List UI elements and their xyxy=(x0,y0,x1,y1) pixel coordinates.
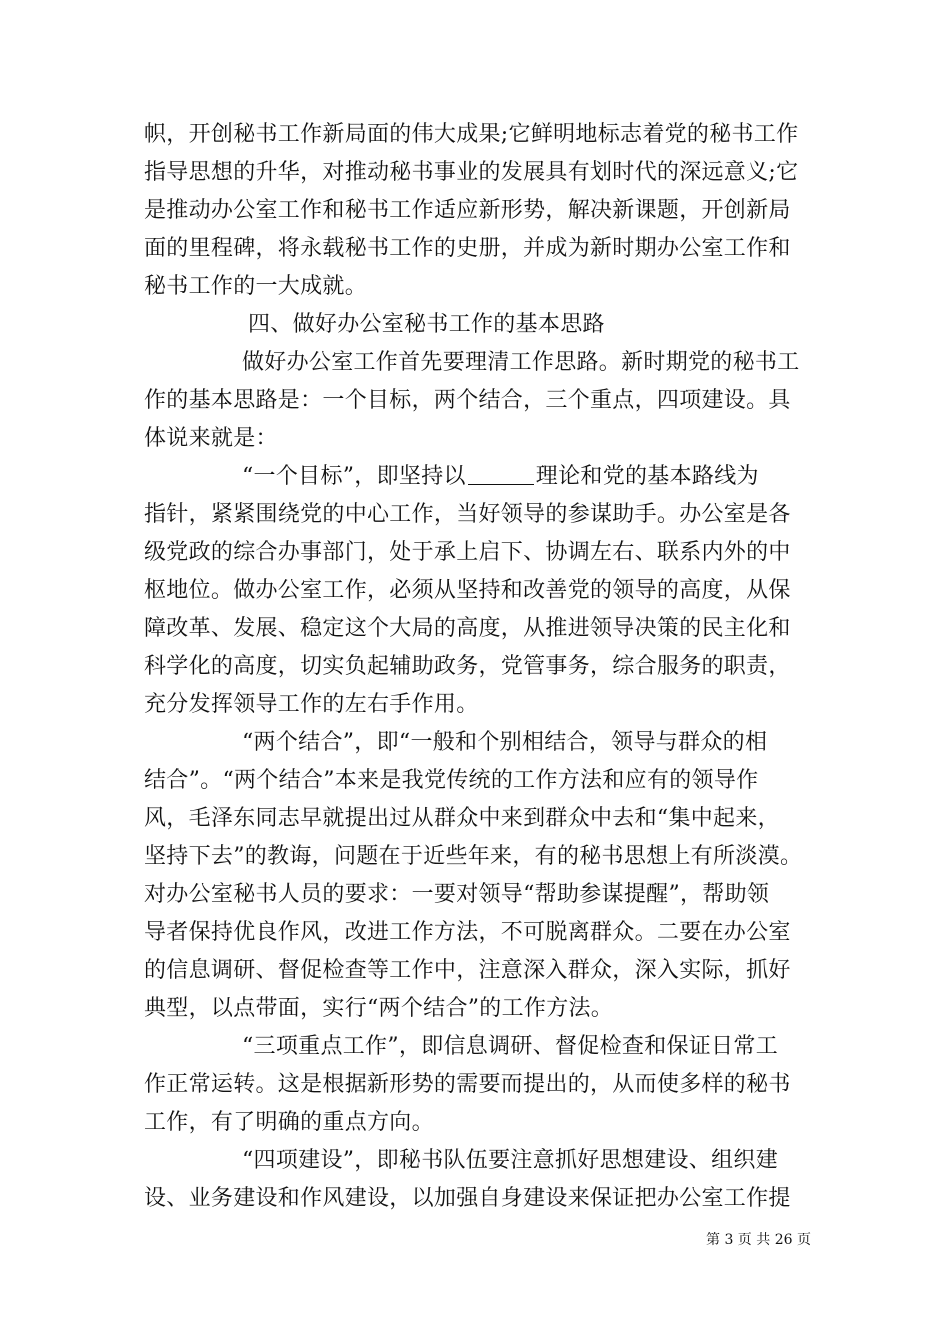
text-line: 导者保持优良作风，改进工作方法，不可脱离群众。二要在办公室 xyxy=(144,920,791,945)
section-heading: 四、做好办公室秘书工作的基本思路 xyxy=(248,312,605,337)
text-line: 对办公室秘书人员的要求：一要对领导“帮助参谋提醒”，帮助领 xyxy=(144,882,770,907)
page-number: 第 3 页 共 26 页 xyxy=(706,1232,811,1248)
text-line: 坚持下去”的教诲，问题在于近些年来，有的秘书思想上有所淡漠。 xyxy=(144,844,803,869)
text-line: 枢地位。做办公室工作，必须从坚持和改善党的领导的高度，从保 xyxy=(144,578,791,603)
text-line: 指导思想的升华，对推动秘书事业的发展具有划时代的深远意义;它 xyxy=(144,160,799,185)
paragraph-first-line: 做好办公室工作首先要理清工作思路。新时期党的秘书工 xyxy=(242,350,800,375)
text-line: 秘书工作的一大成就。 xyxy=(144,274,368,299)
text-segment: “一个目标”，即坚持以 xyxy=(242,464,466,489)
fill-in-blank xyxy=(468,462,534,485)
paragraph-first-line xyxy=(242,462,759,492)
text-line: 的信息调研、督促检查等工作中，注意深入群众，深入实际，抓好 xyxy=(144,958,791,983)
text-segment: 理论和党的基本路线为 xyxy=(535,464,759,489)
text-line: 设、业务建设和作风建设，以加强自身建设来保证把办公室工作提 xyxy=(144,1186,791,1211)
text-line: 级党政的综合办事部门，处于承上启下、协调左右、联系内外的中 xyxy=(144,540,791,565)
text-line: 作的基本思路是：一个目标，两个结合，三个重点，四项建设。具 xyxy=(144,388,791,413)
text-line: 指针，紧紧围绕党的中心工作，当好领导的参谋助手。办公室是各 xyxy=(144,502,791,527)
text-line: 是推动办公室工作和秘书工作适应新形势，解决新课题，开创新局 xyxy=(144,198,791,223)
text-line: 面的里程碑，将永载秘书工作的史册，并成为新时期办公室工作和 xyxy=(144,236,791,261)
text-line: 充分发挥领导工作的左右手作用。 xyxy=(144,692,479,717)
text-line: 作正常运转。这是根据新形势的需要而提出的，从而使多样的秘书 xyxy=(144,1072,791,1097)
paragraph-first-line: “三项重点工作”，即信息调研、督促检查和保证日常工 xyxy=(242,1034,778,1059)
text-line: 障改革、发展、稳定这个大局的高度，从推进领导决策的民主化和 xyxy=(144,616,791,641)
text-line: 典型，以点带面，实行“两个结合”的工作方法。 xyxy=(144,996,614,1021)
text-line: 帜，开创秘书工作新局面的伟大成果;它鲜明地标志着党的秘书工作 xyxy=(144,122,799,147)
text-line: 工作，有了明确的重点方向。 xyxy=(144,1110,434,1135)
text-line: 结合”。“两个结合”本来是我党传统的工作方法和应有的领导作 xyxy=(144,768,759,793)
paragraph-first-line: “两个结合”，即“一般和个别相结合，领导与群众的相 xyxy=(242,730,768,755)
text-line: 体说来就是： xyxy=(144,426,278,451)
text-line: 科学化的高度，切实负起辅助政务，党管事务，综合服务的职责， xyxy=(144,654,791,679)
paragraph-first-line: “四项建设”，即秘书队伍要注意抓好思想建设、组织建 xyxy=(242,1148,778,1173)
text-line: 风，毛泽东同志早就提出过从群众中来到群众中去和“集中起来， xyxy=(144,806,780,831)
